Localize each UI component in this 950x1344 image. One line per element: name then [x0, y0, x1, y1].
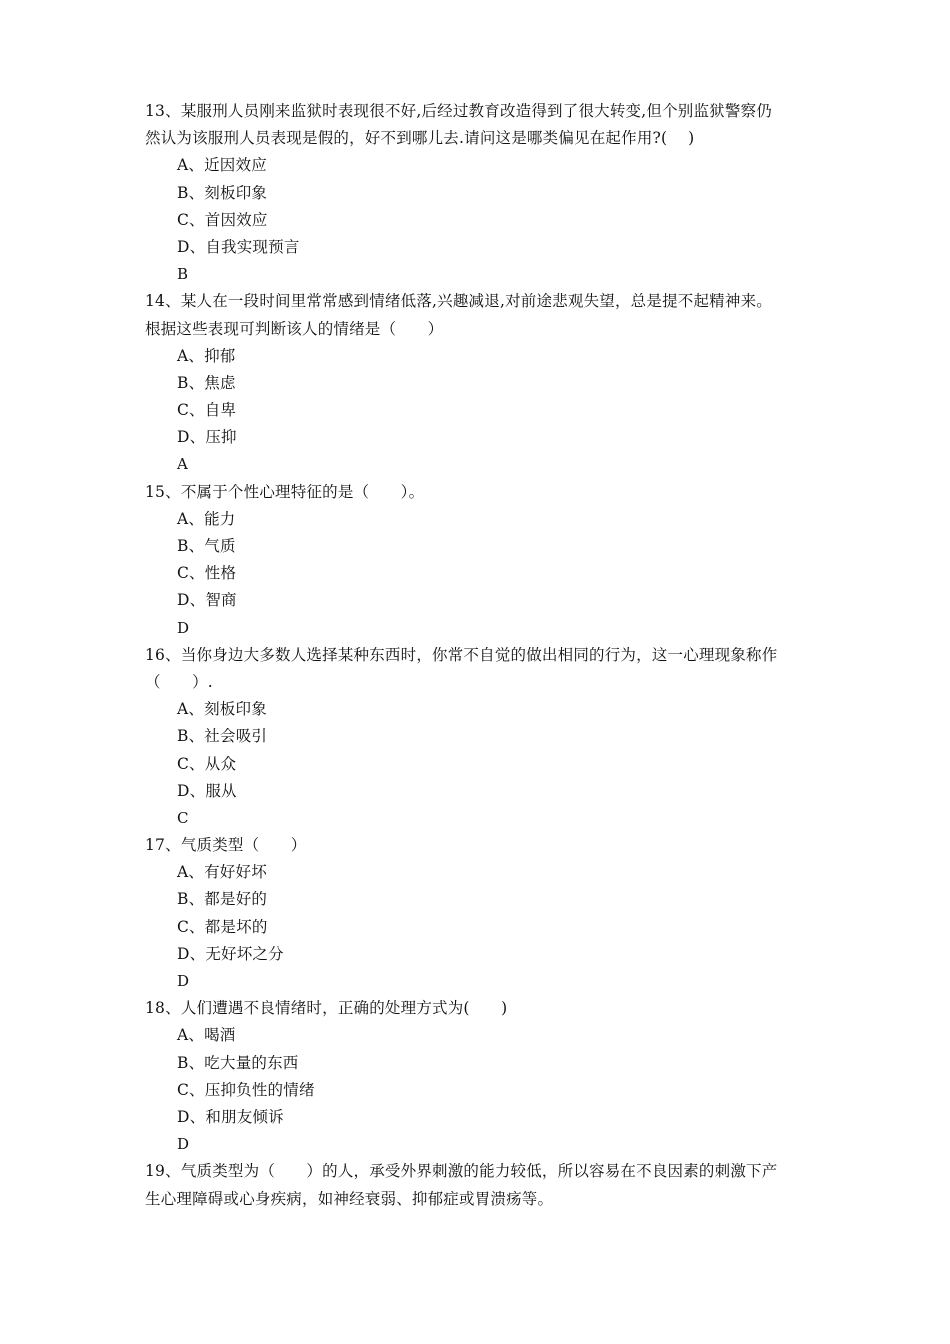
question-text-line: 根据这些表现可判断该人的情绪是（ ）: [145, 319, 444, 338]
option-b: B、社会吸引: [177, 727, 268, 746]
answer: A: [177, 455, 188, 474]
option-b: B、气质: [177, 537, 236, 555]
answer: D: [177, 972, 190, 990]
question-15: [145, 479, 815, 642]
question-text-line: 15、不属于个性心理特征的是（ ）。: [145, 482, 425, 501]
question-text-line: 17、气质类型（ ）: [145, 836, 307, 855]
question-text-line: （ ）.: [145, 672, 213, 691]
answer: D: [177, 1135, 190, 1154]
question-18: [145, 995, 815, 1158]
option-d: D、压抑: [177, 428, 237, 447]
option-b: B、吃大量的东西: [177, 1053, 299, 1072]
answer: B: [177, 265, 189, 284]
option-c: C、都是坏的: [177, 917, 268, 936]
question-text-line: 14、某人在一段时间里常常感到情绪低落,兴趣减退,对前途悲观失望，总是提不起精神来。: [145, 292, 772, 311]
question-text-line: 生心理障碍或心身疾病，如神经衰弱、抑郁症或胃溃疡等。: [145, 1189, 554, 1208]
option-d: D、智商: [177, 591, 237, 610]
option-d: D、自我实现预言: [177, 237, 300, 256]
option-b: B、刻板印象: [177, 183, 268, 202]
option-d: D、服从: [177, 781, 237, 800]
question-text-line: 13、某服刑人员刚来监狱时表现很不好,后经过教育改造得到了很大转变,但个别监狱警察仍: [145, 102, 772, 120]
option-b: B、都是好的: [177, 890, 268, 909]
option-c: C、性格: [177, 564, 237, 583]
question-text-line: 16、当你身边大多数人选择某种东西时，你常不自觉的做出相同的行为，这一心理现象称作: [145, 645, 778, 664]
option-a: A、刻板印象: [177, 700, 267, 719]
question-13: [145, 98, 815, 288]
question-list: [145, 98, 815, 1213]
option-a: A、能力: [177, 509, 236, 528]
option-d: D、和朋友倾诉: [177, 1107, 284, 1126]
option-a: A、抑郁: [177, 346, 236, 365]
option-c: C、从众: [177, 754, 237, 773]
question-text-line: 18、人们遭遇不良情绪时，正确的处理方式为( ): [145, 999, 508, 1018]
option-a: A、近因效应: [177, 156, 267, 175]
question-14: [145, 288, 815, 478]
question-16: [145, 642, 815, 832]
option-d: D、无好坏之分: [177, 944, 284, 963]
question-17: [145, 832, 815, 995]
option-c: C、自卑: [177, 401, 237, 420]
option-b: B、焦虑: [177, 373, 236, 392]
option-c: C、首因效应: [177, 210, 268, 229]
answer: D: [177, 618, 190, 637]
option-a: A、喝酒: [177, 1026, 236, 1045]
option-a: A、有好好坏: [177, 863, 267, 882]
question-19: [145, 1158, 815, 1212]
answer: C: [177, 808, 189, 827]
option-c: C、压抑负性的情绪: [177, 1080, 315, 1099]
question-text-line: 然认为该服刑人员表现是假的，好不到哪儿去.请问这是哪类偏见在起作用?( ): [145, 129, 695, 148]
question-text-line: 19、气质类型为（ ）的人，承受外界刺激的能力较低，所以容易在不良因素的刺激下产: [145, 1162, 778, 1181]
